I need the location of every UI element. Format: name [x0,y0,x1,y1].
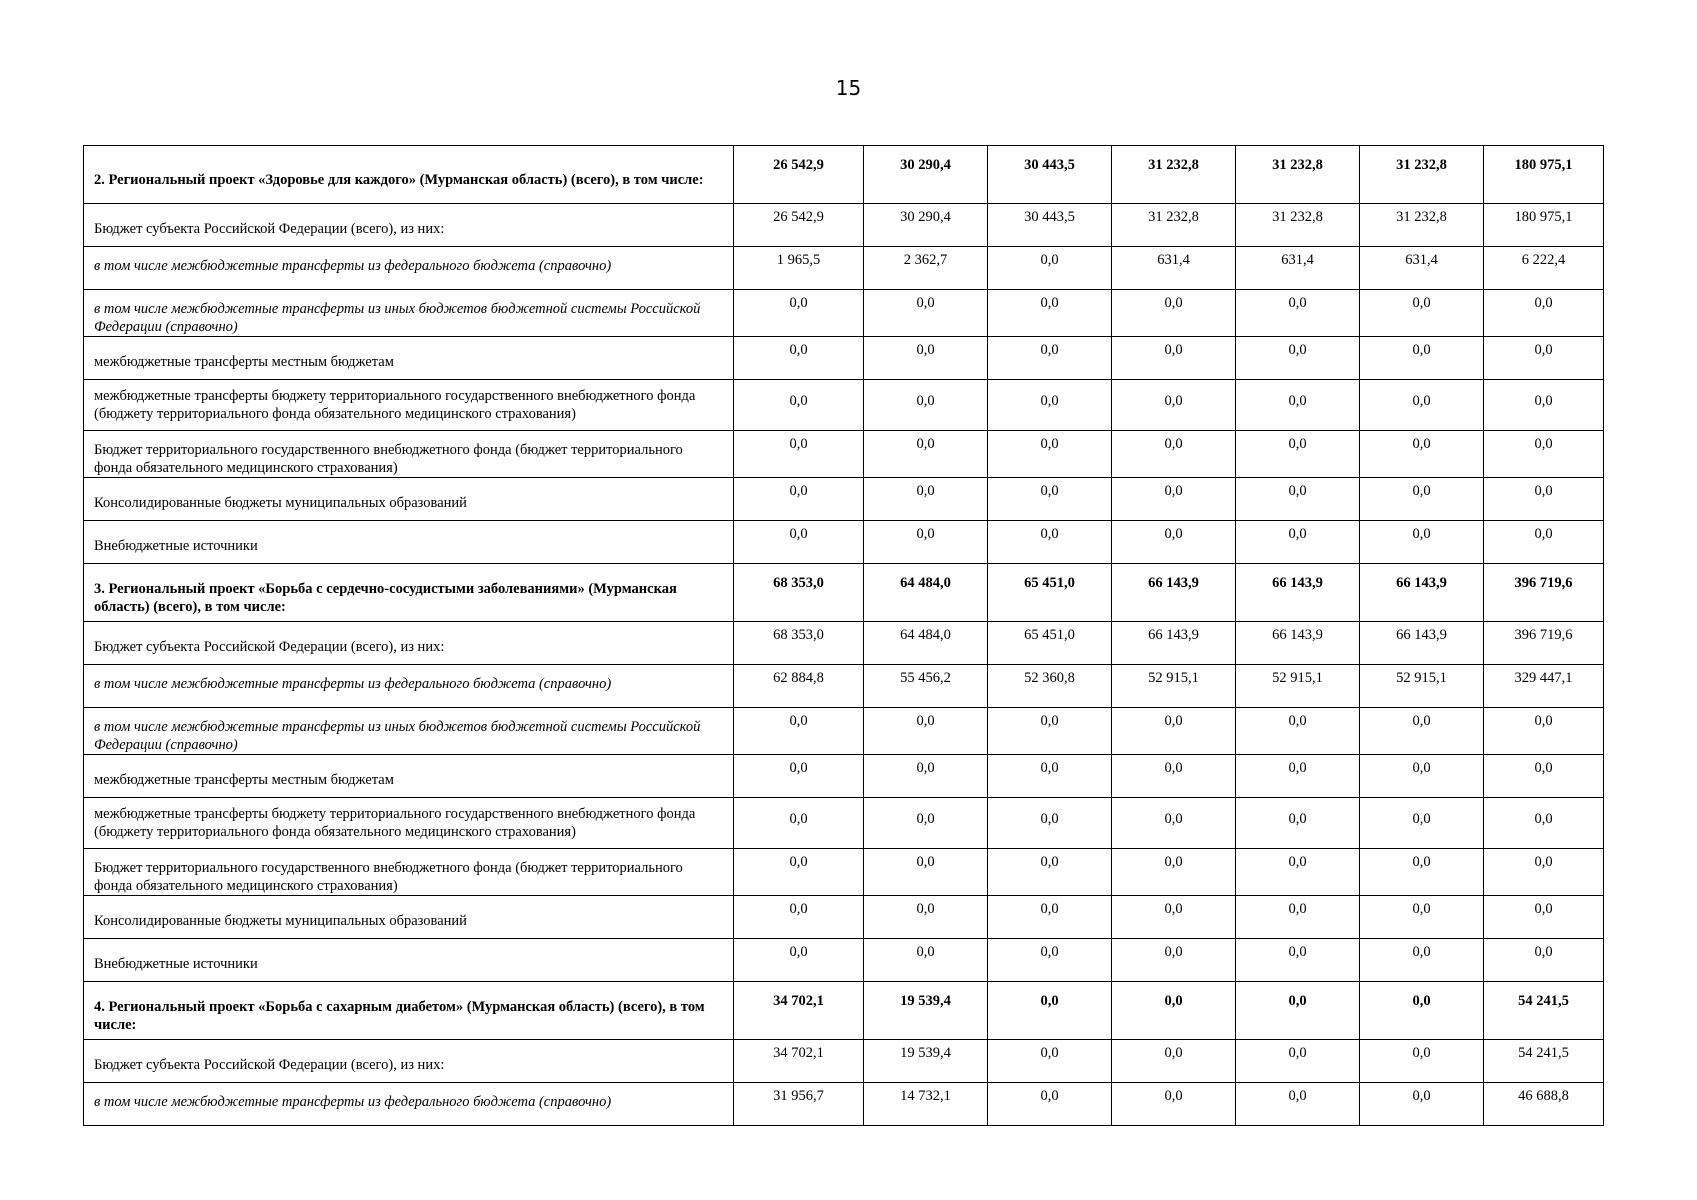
row-label: межбюджетные трансферты местным бюджетам [84,755,734,798]
row-label: Бюджет субъекта Российской Федерации (всего), из них: [84,622,734,665]
value-cell: 52 915,1 [1112,665,1236,708]
value-cell: 0,0 [1236,290,1360,337]
value-cell: 0,0 [734,380,864,431]
value-cell: 66 143,9 [1112,622,1236,665]
project-row [84,982,1604,1040]
value-cell: 0,0 [734,896,864,939]
value-cell: 54 241,5 [1484,1040,1604,1083]
value-cell: 68 353,0 [734,564,864,622]
value-cell: 0,0 [988,337,1112,380]
value-cell: 396 719,6 [1484,564,1604,622]
value-cell: 0,0 [734,939,864,982]
value-cell: 30 443,5 [988,146,1112,204]
row-label: 2. Региональный проект «Здоровье для каждого» (Мурманская область) (всего), в том числе: [84,146,734,204]
value-cell: 0,0 [1484,521,1604,564]
project-row [84,564,1604,622]
value-cell: 66 143,9 [1360,622,1484,665]
value-cell: 31 232,8 [1360,146,1484,204]
value-cell: 0,0 [864,478,988,521]
value-cell: 31 232,8 [1112,146,1236,204]
value-cell: 0,0 [1360,755,1484,798]
value-cell: 31 232,8 [1236,204,1360,247]
value-cell: 31 956,7 [734,1083,864,1126]
value-cell: 0,0 [1360,431,1484,478]
value-cell: 0,0 [988,939,1112,982]
table-row [84,337,1604,380]
value-cell: 0,0 [734,755,864,798]
value-cell: 0,0 [988,1083,1112,1126]
value-cell: 0,0 [734,708,864,755]
value-cell: 631,4 [1112,247,1236,290]
value-cell: 0,0 [1236,1040,1360,1083]
value-cell: 0,0 [1112,521,1236,564]
value-cell: 396 719,6 [1484,622,1604,665]
value-cell: 631,4 [1360,247,1484,290]
value-cell: 0,0 [988,478,1112,521]
budget-table-body [84,146,1604,1126]
value-cell: 0,0 [1112,798,1236,849]
value-cell: 0,0 [1236,431,1360,478]
value-cell: 0,0 [864,708,988,755]
value-cell: 0,0 [1484,939,1604,982]
value-cell: 0,0 [1112,337,1236,380]
value-cell: 0,0 [1484,380,1604,431]
value-cell: 66 143,9 [1236,564,1360,622]
value-cell: 0,0 [1484,337,1604,380]
value-cell: 180 975,1 [1484,146,1604,204]
value-cell: 0,0 [734,798,864,849]
value-cell: 0,0 [864,798,988,849]
row-label: Консолидированные бюджеты муниципальных образований [84,896,734,939]
value-cell: 0,0 [864,939,988,982]
row-label: 3. Региональный проект «Борьба с сердечно-сосудистыми заболеваниями» (Мурманская область) (всего), в том числе: [84,564,734,622]
value-cell: 65 451,0 [988,622,1112,665]
value-cell: 30 290,4 [864,146,988,204]
value-cell: 0,0 [1360,896,1484,939]
value-cell: 65 451,0 [988,564,1112,622]
value-cell: 0,0 [1484,798,1604,849]
value-cell: 0,0 [734,337,864,380]
value-cell: 0,0 [864,896,988,939]
value-cell: 30 290,4 [864,204,988,247]
table-row [84,521,1604,564]
value-cell: 34 702,1 [734,1040,864,1083]
value-cell: 31 232,8 [1360,204,1484,247]
value-cell: 0,0 [1360,798,1484,849]
value-cell: 0,0 [1112,1083,1236,1126]
value-cell: 0,0 [1236,798,1360,849]
table-row [84,939,1604,982]
table-row [84,431,1604,478]
value-cell: 0,0 [988,982,1112,1040]
value-cell: 0,0 [864,380,988,431]
value-cell: 0,0 [988,521,1112,564]
value-cell: 0,0 [1112,939,1236,982]
value-cell: 0,0 [1236,755,1360,798]
value-cell: 0,0 [1236,939,1360,982]
value-cell: 0,0 [1236,337,1360,380]
value-cell: 0,0 [1360,337,1484,380]
row-label: в том числе межбюджетные трансферты из иных бюджетов бюджетной системы Российской Федерации (справочно) [84,290,734,337]
value-cell: 0,0 [1112,982,1236,1040]
project-row [84,146,1604,204]
row-label: Бюджет территориального государственного внебюджетного фонда (бюджет территориального фонда обязательного медицинского страхования) [84,431,734,478]
row-label: Бюджет территориального государственного внебюджетного фонда (бюджет территориального фонда обязательного медицинского страхования) [84,849,734,896]
row-label: Бюджет субъекта Российской Федерации (всего), из них: [84,1040,734,1083]
value-cell: 0,0 [1484,290,1604,337]
row-label: Консолидированные бюджеты муниципальных образований [84,478,734,521]
row-label: в том числе межбюджетные трансферты из федерального бюджета (справочно) [84,247,734,290]
value-cell: 26 542,9 [734,146,864,204]
value-cell: 329 447,1 [1484,665,1604,708]
value-cell: 0,0 [988,380,1112,431]
value-cell: 0,0 [1236,896,1360,939]
value-cell: 1 965,5 [734,247,864,290]
value-cell: 0,0 [1112,849,1236,896]
value-cell: 30 443,5 [988,204,1112,247]
page-number: 15 [835,76,862,100]
value-cell: 0,0 [988,247,1112,290]
value-cell: 0,0 [988,798,1112,849]
value-cell: 0,0 [1236,982,1360,1040]
value-cell: 0,0 [988,431,1112,478]
value-cell: 0,0 [1360,708,1484,755]
value-cell: 31 232,8 [1236,146,1360,204]
row-label: Внебюджетные источники [84,521,734,564]
table-row [84,896,1604,939]
value-cell: 0,0 [988,849,1112,896]
value-cell: 34 702,1 [734,982,864,1040]
value-cell: 0,0 [734,849,864,896]
value-cell: 0,0 [1360,290,1484,337]
value-cell: 0,0 [1236,1083,1360,1126]
row-label: Бюджет субъекта Российской Федерации (всего), из них: [84,204,734,247]
value-cell: 0,0 [1112,1040,1236,1083]
row-label: межбюджетные трансферты бюджету территориального государственного внебюджетного фонда (бюджету территориального фонда обязательного медицинского страхования) [84,380,734,431]
value-cell: 0,0 [1236,708,1360,755]
row-label: в том числе межбюджетные трансферты из иных бюджетов бюджетной системы Российской Федерации (справочно) [84,708,734,755]
table-row [84,478,1604,521]
value-cell: 0,0 [1484,478,1604,521]
value-cell: 0,0 [1360,939,1484,982]
value-cell: 0,0 [734,521,864,564]
value-cell: 26 542,9 [734,204,864,247]
table-row [84,798,1604,849]
table-row [84,1040,1604,1083]
row-label: межбюджетные трансферты местным бюджетам [84,337,734,380]
value-cell: 54 241,5 [1484,982,1604,1040]
value-cell: 0,0 [1360,982,1484,1040]
value-cell: 0,0 [1360,1083,1484,1126]
value-cell: 0,0 [1236,478,1360,521]
value-cell: 0,0 [1236,521,1360,564]
value-cell: 0,0 [1112,708,1236,755]
value-cell: 0,0 [1360,849,1484,896]
table-row [84,755,1604,798]
value-cell: 0,0 [1236,380,1360,431]
value-cell: 0,0 [988,708,1112,755]
value-cell: 52 915,1 [1360,665,1484,708]
value-cell: 0,0 [988,755,1112,798]
value-cell: 0,0 [988,290,1112,337]
value-cell: 64 484,0 [864,564,988,622]
table-row [84,708,1604,755]
value-cell: 52 915,1 [1236,665,1360,708]
value-cell: 19 539,4 [864,1040,988,1083]
table-row [84,380,1604,431]
value-cell: 0,0 [864,849,988,896]
value-cell: 0,0 [1484,849,1604,896]
value-cell: 31 232,8 [1112,204,1236,247]
value-cell: 0,0 [1484,708,1604,755]
value-cell: 64 484,0 [864,622,988,665]
value-cell: 0,0 [988,896,1112,939]
row-label: Внебюджетные источники [84,939,734,982]
value-cell: 0,0 [1360,521,1484,564]
value-cell: 0,0 [1112,431,1236,478]
value-cell: 0,0 [1112,478,1236,521]
budget-table [83,145,1604,1126]
row-label: в том числе межбюджетные трансферты из федерального бюджета (справочно) [84,1083,734,1126]
value-cell: 0,0 [1360,478,1484,521]
value-cell: 631,4 [1236,247,1360,290]
value-cell: 0,0 [1484,431,1604,478]
value-cell: 0,0 [1112,290,1236,337]
value-cell: 66 143,9 [1112,564,1236,622]
value-cell: 0,0 [734,478,864,521]
value-cell: 0,0 [1484,896,1604,939]
row-label: 4. Региональный проект «Борьба с сахарным диабетом» (Мурманская область) (всего), в том числе: [84,982,734,1040]
value-cell: 0,0 [734,290,864,337]
value-cell: 0,0 [1360,380,1484,431]
value-cell: 66 143,9 [1360,564,1484,622]
value-cell: 0,0 [864,755,988,798]
value-cell: 66 143,9 [1236,622,1360,665]
table-row [84,849,1604,896]
value-cell: 2 362,7 [864,247,988,290]
value-cell: 0,0 [1360,1040,1484,1083]
row-label: межбюджетные трансферты бюджету территориального государственного внебюджетного фонда (бюджету территориального фонда обязательного медицинского страхования) [84,798,734,849]
value-cell: 0,0 [1112,380,1236,431]
value-cell: 0,0 [734,431,864,478]
value-cell: 52 360,8 [988,665,1112,708]
value-cell: 19 539,4 [864,982,988,1040]
table-row [84,290,1604,337]
table-row [84,665,1604,708]
value-cell: 0,0 [864,521,988,564]
value-cell: 0,0 [988,1040,1112,1083]
value-cell: 14 732,1 [864,1083,988,1126]
table-row [84,622,1604,665]
value-cell: 0,0 [1484,755,1604,798]
value-cell: 55 456,2 [864,665,988,708]
value-cell: 68 353,0 [734,622,864,665]
table-row [84,1083,1604,1126]
value-cell: 0,0 [1236,849,1360,896]
row-label: в том числе межбюджетные трансферты из федерального бюджета (справочно) [84,665,734,708]
value-cell: 0,0 [864,290,988,337]
value-cell: 180 975,1 [1484,204,1604,247]
value-cell: 46 688,8 [1484,1083,1604,1126]
value-cell: 6 222,4 [1484,247,1604,290]
table-row [84,204,1604,247]
value-cell: 0,0 [864,337,988,380]
value-cell: 0,0 [1112,755,1236,798]
value-cell: 62 884,8 [734,665,864,708]
value-cell: 0,0 [1112,896,1236,939]
table-row [84,247,1604,290]
value-cell: 0,0 [864,431,988,478]
